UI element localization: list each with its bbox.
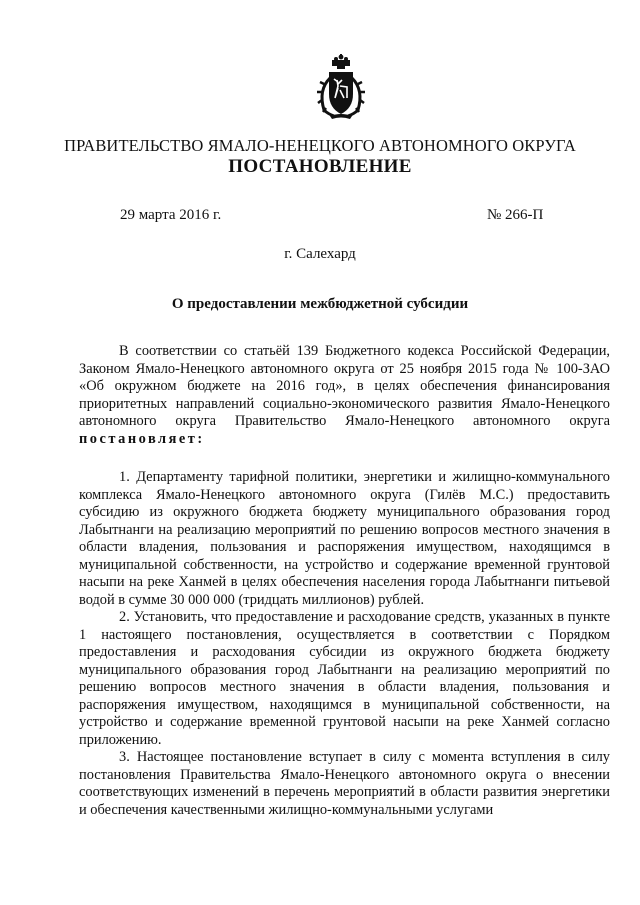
item-3-paragraph: 3. Настоящее постановление вступает в силу с момента вступления в силу постановления Правительства Ямало-Ненецкого автономного округа о внесении соответствующих изменений в перечень мероприятий в области развития энергетики и обеспечения качественными жилищно-коммунальными услугами bbox=[79, 749, 610, 818]
item-1-paragraph: 1. Департаменту тарифной политики, энергетики и жилищно-коммунального комплекса Ямало-Ненецкого автономного округа (Гилёв М.С.) предоставить субсидию из окружного бюджета бюджету муниципального образования город Лабытнанги на реализацию мероприятий по решению вопросов местного значения в области владения, пользования и распоряжения имуществом, находящимся в муниципальной собственности, на устройство и содержание временной грунтовой насыпи на реке Ханмей в целях обеспечения населения города Лабытнанги питьевой водой в сумме 30 000 000 (тридцать миллионов) рублей. bbox=[79, 469, 610, 608]
preamble-paragraph bbox=[79, 343, 610, 448]
document-city: г. Салехард bbox=[284, 246, 356, 262]
document-number: № 266-П bbox=[487, 207, 544, 223]
document-type: ПОСТАНОВЛЕНИЕ bbox=[228, 156, 412, 177]
item-2-paragraph: 2. Установить, что предоставление и расходование средств, указанных в пункте 1 настоящего постановления, осуществляется в соответствии с Порядком предоставления и расходования субсидии из окружного бюджета бюджету муниципального образования город Лабытнанги на реализацию мероприятий по решению вопросов местного значения в области владения, пользования и распоряжения имуществом, находящимся в муниципальной собственности, на устройство и содержание временной грунтовой насыпи на реке Ханмей согласно приложению. bbox=[79, 609, 610, 748]
preamble-text: В соответствии со статьёй 139 Бюджетного кодекса Российской Федерации, Законом Ямало-Ненецкого автономного округа от 25 ноября 2015 года № 100-ЗАО «Об окружном бюджете на 2016 год», в целях обеспечения финансирования приоритетных направлений социально-экономического развития Ямало-Ненецкого автономного округа Правительство Ямало-Ненецкого автономного округа bbox=[79, 343, 610, 429]
document-body bbox=[79, 343, 610, 819]
document-date: 29 марта 2016 г. bbox=[120, 207, 222, 223]
document-subject: О предоставлении межбюджетной субсидии bbox=[171, 296, 469, 312]
decree-word: постановляет: bbox=[79, 430, 205, 447]
government-name: ПРАВИТЕЛЬСТВО ЯМАЛО-НЕНЕЦКОГО АВТОНОМНОГО ОКРУГА bbox=[64, 136, 576, 155]
coat-of-arms-icon bbox=[316, 54, 366, 120]
